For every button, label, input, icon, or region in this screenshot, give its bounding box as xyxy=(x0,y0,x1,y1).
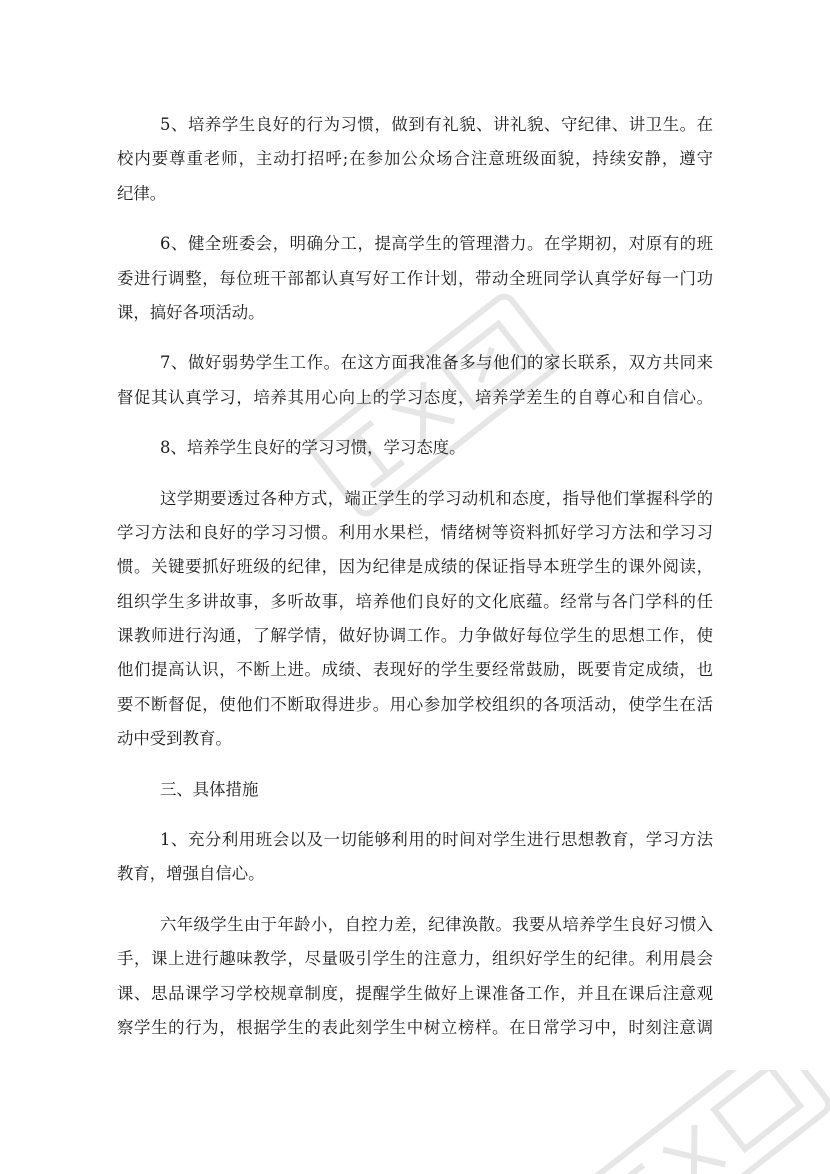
text-line: 委进行调整，每位班干部都认真写好工作计划，带动全班同学认真学好每一门功 xyxy=(117,268,713,288)
text-line: 手，课上进行趣味教学，尽量吸引学生的注意力，组织好学生的纪律。利用晨会 xyxy=(117,949,713,969)
text-line: 督促其认真学习，培养其用心向上的学习态度，培养学差生的自尊心和自信心。 xyxy=(117,387,713,407)
document-body xyxy=(117,108,713,1061)
paragraph-habits xyxy=(117,108,713,211)
text-line: 教育，增强自信心。 xyxy=(117,864,265,884)
text-line: 学习方法和良好的学习习惯。利用水果栏，情绪树等资料抓好学习方法和学习习 xyxy=(117,522,713,542)
text-line: 组织学生多讲故事，多听故事，培养他们良好的文化底蕴。经常与各门学科的任 xyxy=(117,591,713,611)
text-line: 校内要尊重老师，主动打招呼;在参加公众场合注意班级面貌，持续安静，遵守 xyxy=(117,149,713,169)
text-line: 1、充分利用班会以及一切能够利用的时间对学生进行思想教育，学习方法 xyxy=(160,830,713,850)
text-line: 课教师进行沟通，了解学情，做好协调工作。力争做好每位学生的思想工作，使 xyxy=(117,626,713,646)
paragraph-class-committee xyxy=(117,227,713,330)
text-line: 察学生的行为，根据学生的表此刻学生中树立榜样。在日常学习中，时刻注意调 xyxy=(117,1017,713,1037)
text-line: 这学期要透过各种方式，端正学生的学习动机和态度，指导他们掌握科学的 xyxy=(160,488,713,508)
text-line: 7、做好弱势学生工作。在这方面我准备多与他们的家长联系，双方共同来 xyxy=(160,353,713,373)
text-line: 课，搞好各项活动。 xyxy=(117,302,265,322)
text-line: 动中受到教育。 xyxy=(117,729,232,749)
watermark xyxy=(560,1070,830,1174)
text-line: 他们提高认识，不断上进。成绩、表现好的学生要经常鼓励，既要肯定成绩，也 xyxy=(117,660,713,680)
text-line: 六年级学生由于年龄小，自控力差，纪律涣散。我要从培养学生良好习惯入 xyxy=(160,914,713,934)
text-line: 要不断督促，使他们不断取得进步。用心参加学校组织的各项活动，使学生在活 xyxy=(117,694,713,714)
text-line: 课、思品课学习学校规章制度，提醒学生做好上课准备工作，并且在课后注意观 xyxy=(117,983,713,1003)
paragraph-study-habits xyxy=(117,431,713,465)
text-line: 8、培养学生良好的学习习惯，学习态度。 xyxy=(160,438,466,458)
heading-line: 三、具体措施 xyxy=(160,779,259,799)
paragraph-grade-six xyxy=(117,908,713,1046)
paragraph-semester-plan xyxy=(117,482,713,757)
text-line: 纪律。 xyxy=(117,183,167,203)
section-heading xyxy=(117,773,713,807)
text-line: 5、培养学生良好的行为习惯，做到有礼貌、讲礼貌、守纪律、讲卫生。在 xyxy=(160,115,713,134)
text-line: 惯。关键要抓好班级的纪律，因为纪律是成绩的保证指导本班学生的课外阅读， xyxy=(117,557,713,577)
text-line: 6、健全班委会，明确分工，提高学生的管理潜力。在学期初，对原有的班 xyxy=(160,234,713,254)
paragraph-class-meeting xyxy=(117,823,713,892)
paragraph-weak-students xyxy=(117,346,713,415)
